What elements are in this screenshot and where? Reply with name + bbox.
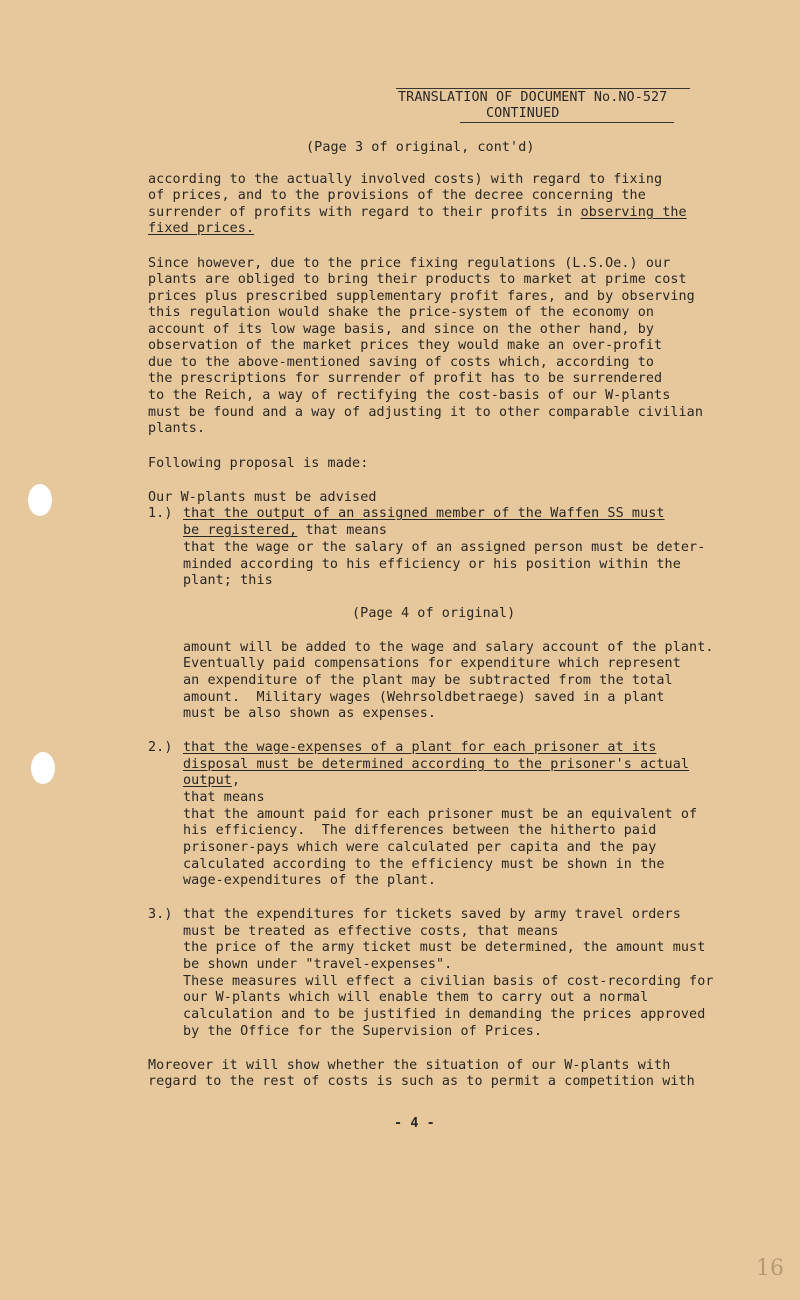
item2-line-3: his efficiency. The differences between the hitherto paid	[183, 823, 657, 838]
para2-line-9: to the Reich, a way of rectifying the cost-basis of our W-plants	[148, 388, 671, 403]
item2-line-1: that means	[183, 790, 265, 805]
item3-line-4: be shown under "travel-expenses".	[183, 957, 453, 972]
item3-line-7: calculation and to be justified in demanding the prices approved	[183, 1007, 706, 1022]
para2-line-10: must be found and a way of adjusting it to other comparable civilian	[148, 405, 704, 420]
item2-line-2: that the amount paid for each prisoner must be an equivalent of	[183, 807, 698, 822]
item3-line-8: by the Office for the Supervision of Prices.	[183, 1024, 543, 1039]
para2-line-6: observation of the market prices they would make an over-profit	[148, 338, 663, 353]
document-title: TRANSLATION OF DOCUMENT No.NO-527	[398, 90, 668, 105]
item3-line-6: our W-plants which will enable them to carry out a normal	[183, 990, 649, 1005]
item1-underlined-line-2: be registered, that means	[183, 523, 388, 538]
punch-hole-bottom	[31, 752, 55, 784]
item1-cont-line-1: amount will be added to the wage and salary account of the plant.	[183, 640, 714, 655]
para2-line-5: account of its low wage basis, and since on the other hand, by	[148, 322, 655, 337]
item2-line-4: prisoner-pays which were calculated per capita and the pay	[183, 840, 657, 855]
proposal-line: Following proposal is made:	[148, 456, 369, 471]
item3-line-3: the price of the army ticket must be determined, the amount must	[183, 940, 706, 955]
item1-cont-line-2: Eventually paid compensations for expenditure which represent	[183, 656, 681, 671]
item2-underlined-line-1: that the wage-expenses of a plant for each prisoner at its	[183, 740, 657, 755]
page-3-marker: (Page 3 of original, cont'd)	[306, 140, 535, 155]
header-bottom-rule	[460, 122, 674, 123]
item3-line-2: must be treated as effective costs, that means	[183, 924, 559, 939]
item1-line-3: plant; this	[183, 573, 273, 588]
para1-line-2: of prices, and to the provisions of the decree concerning the	[148, 188, 646, 203]
para1-line-3: surrender of profits with regard to their profits in observing the	[148, 205, 687, 220]
closing-line-2: regard to the rest of costs is such as to permit a competition with	[148, 1074, 695, 1089]
para1-line-4: fixed prices.	[148, 221, 255, 236]
item3-number: 3.)	[148, 907, 173, 922]
item2-underlined-line-3: output,	[183, 773, 241, 788]
punch-hole-top	[28, 484, 52, 516]
para2-line-11: plants.	[148, 421, 206, 436]
continued-label: CONTINUED	[486, 106, 560, 121]
header-top-rule	[396, 88, 690, 89]
para2-line-3: prices plus prescribed supplementary profit fares, and by observing	[148, 289, 695, 304]
para2-line-7: due to the above-mentioned saving of costs which, according to	[148, 355, 655, 370]
para1-line-1: according to the actually involved costs) with regard to fixing	[148, 172, 663, 187]
item1-cont-line-3: an expenditure of the plant may be subtracted from the total	[183, 673, 673, 688]
item2-line-6: wage-expenditures of the plant.	[183, 873, 437, 888]
para2-line-1: Since however, due to the price fixing regulations (L.S.Oe.) our	[148, 256, 671, 271]
advised-line: Our W-plants must be advised	[148, 490, 377, 505]
item1-underlined-line-1: that the output of an assigned member of the Waffen SS must	[183, 506, 665, 521]
page-4-marker: (Page 4 of original)	[352, 606, 516, 621]
item1-line-1: that the wage or the salary of an assigned person must be deter-	[183, 540, 706, 555]
item1-cont-line-5: must be also shown as expenses.	[183, 706, 437, 721]
closing-line-1: Moreover it will show whether the situation of our W-plants with	[148, 1058, 671, 1073]
item1-line-2: minded according to his efficiency or his position within the	[183, 557, 681, 572]
page-number: - 4 -	[394, 1116, 435, 1131]
item2-underlined-line-2: disposal must be determined according to the prisoner's actual	[183, 757, 690, 772]
item3-line-5: These measures will effect a civilian basis of cost-recording for	[183, 974, 714, 989]
item2-line-5: calculated according to the efficiency must be shown in the	[183, 857, 665, 872]
item1-cont-line-4: amount. Military wages (Wehrsoldbetraege) saved in a plant	[183, 690, 665, 705]
para2-line-2: plants are obliged to bring their products to market at prime cost	[148, 272, 687, 287]
para2-line-8: the prescriptions for surrender of profit has to be surrendered	[148, 371, 663, 386]
handwritten-page-mark: 16	[756, 1256, 784, 1281]
item2-number: 2.)	[148, 740, 173, 755]
para2-line-4: this regulation would shake the price-system of the economy on	[148, 305, 655, 320]
item3-line-1: that the expenditures for tickets saved by army travel orders	[183, 907, 681, 922]
item1-number: 1.)	[148, 506, 173, 521]
